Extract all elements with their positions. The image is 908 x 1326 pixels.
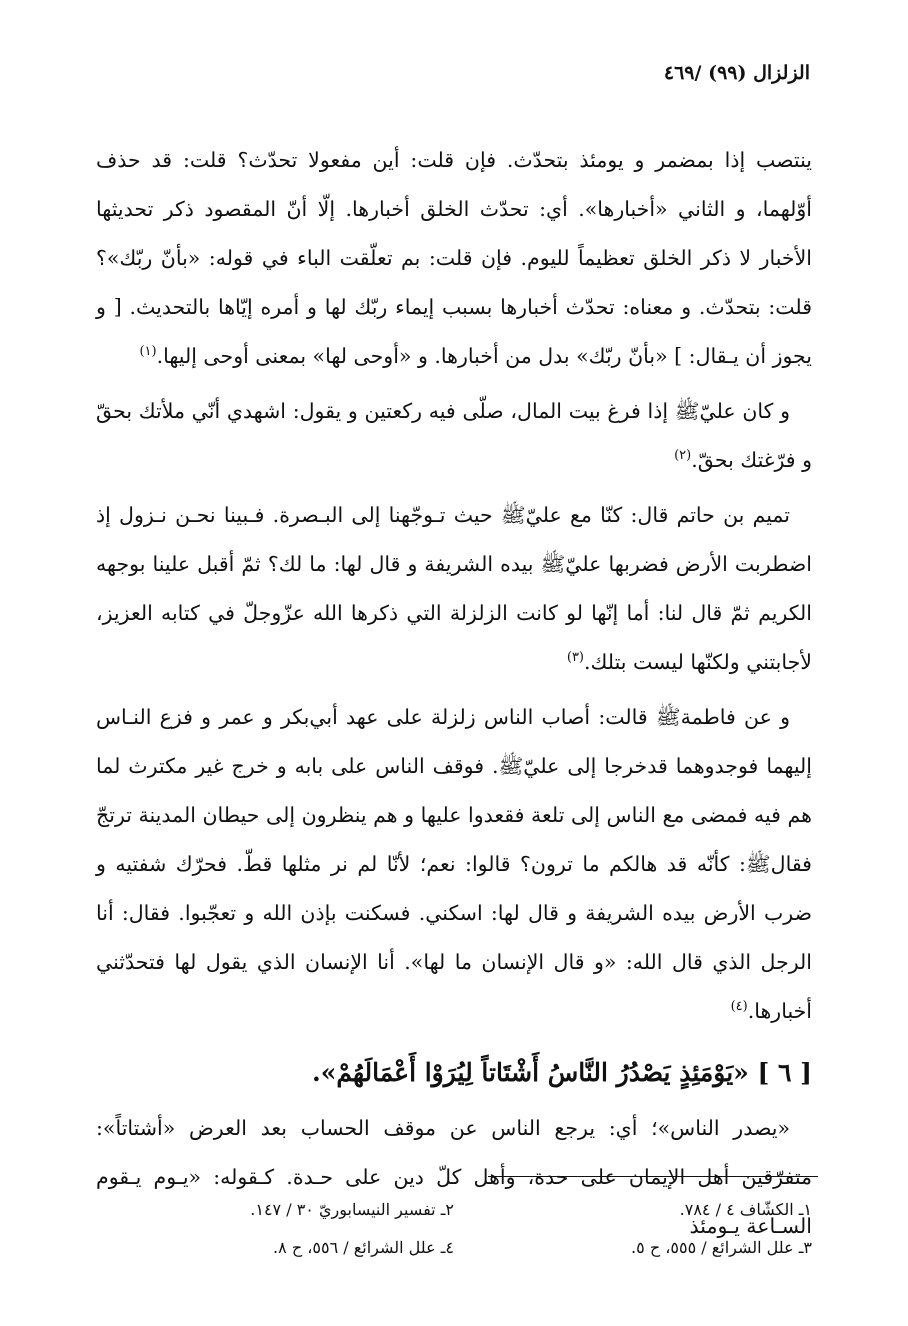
footnote-ref-4: (٤) bbox=[730, 999, 748, 1015]
paragraph-5: «يصدر الناس»؛ أي: يرجع الناس عن موقف الحساب بعد العرض «أشتاتاً»: متفرّقين أهل الإيمان على حدة، وأهل كلّ دين على حـدة. كـقوله: «يـوم يـقوم السـاعة يـومئذ bbox=[96, 1116, 812, 1238]
paragraph-4 bbox=[96, 693, 812, 1036]
paragraph-3-text: تميم بن حاتم قال: كنّا مع عليّ‌ﷺ حيث تـوجّهنا إلى البـصرة. فـبينا نحـن نـزول إذ اضطربت الأرض فضربها عليّ‌ﷺ بيده الشريفة و قال لها: ما لك؟ ثمّ أقبل علينا بوجهه الكريم ثمّ قال لنا: أما إنّها لو كانت الزلزلة التي ذكرها الله عزّوجلّ في كتابه العزيز، لأجابتني ولكنّها ليست بتلك. bbox=[96, 503, 812, 674]
footnote-ref-2: (٢) bbox=[674, 448, 692, 464]
footnote-ref-3: (٣) bbox=[566, 650, 584, 666]
running-header: الزلزال (٩٩) /٤٦٩ bbox=[663, 62, 810, 84]
paragraph-1-text: ينتصب إذا بمضمر و يومئذ بتحدّث. فإن قلت: أين مفعولا تحدّث؟ قلت: قد حذف أوّلهما، و الثاني «أخبارها». أي: تحدّث الخلق أخبارها. إلّا أنّ المقصود ذكر تحديثها الأخبار لا ذكر الخلق تعظيماً لليوم. فإن قلت: بم تعلّقت الباء في قوله: «بأنّ ربّك»؟ قلت: بتحدّث. و معناه: تحدّث أخبارها بسبب إيماء ربّك لها و أمره إيّاها بالتحديث. [ و يجوز أن يـقال: ] «بأنّ ربّك» بدل من أخبارها. و «أوحى لها» بمعنى أوحى إليها. bbox=[96, 148, 812, 368]
footnote-row bbox=[96, 1228, 812, 1266]
footnote-4: ٤ـ علل الشرائع / ٥٥٦، ح ٨. bbox=[273, 1237, 454, 1257]
paragraph-3 bbox=[96, 491, 812, 687]
footnote-3: ٣ـ علل الشرائع / ٥٥٥، ح ٥. bbox=[631, 1237, 812, 1257]
footnote-ref-1: (١) bbox=[139, 344, 157, 360]
footnote-row bbox=[96, 1190, 812, 1228]
footnote-1: ١ـ الكشّاف ٤ / ٧٨٤. bbox=[679, 1199, 812, 1219]
main-text bbox=[96, 136, 812, 1257]
paragraph-2 bbox=[96, 387, 812, 485]
paragraph-2-text: و كان عليّ‌ﷺ إذا فرغ بيت المال، صلّى فيه ركعتين و يقول: اشهدي أنّي ملأتك بحقّ و فرّغتك بحقّ. bbox=[96, 399, 812, 472]
footnotes bbox=[96, 1190, 812, 1266]
quran-verse-heading: [ ٦ ] «يَوْمَئِذٍ يَصْدُرُ النَّاسُ أَشْتَاتاً لِيُرَوْا أَعْمَالَهُمْ». bbox=[311, 1058, 812, 1087]
paragraph-1 bbox=[96, 136, 812, 381]
footnote-separator bbox=[488, 1176, 818, 1177]
paragraph-4-text: و عن فاطمة‌ﷺ قالت: أصاب الناس زلزلة على عهد أبي‌بكر و عمر و فزع النـاس إليهما فوجدوهما قدخرجا إلى عليّ‌ﷺ. فوقف الناس على بابه و خرج غير مكترث لما هم فيه فمضى مع الناس إلى تلعة فقعدوا عليها و هم ينظرون إلى حيطان المدينة ترتجّ فقال‌ﷺ: كأنّه قد هالكم ما ترون؟ قالوا: نعم؛ لأنّا لم نر مثلها قطّ. فحرّك شفتيه و ضرب الأرض بيده الشريفة و قال لها: اسكني. فسكنت بإذن الله و تعجّبوا. فقال: أنا الرجل الذي قال الله: «و قال الإنسان ما لها». أنا الإنسان الذي يقول لها فتحدّثني أخبارها. bbox=[96, 705, 812, 1023]
footnote-2: ٢ـ تفسير النيسابوريّ ٣٠ / ١٤٧. bbox=[250, 1199, 454, 1219]
